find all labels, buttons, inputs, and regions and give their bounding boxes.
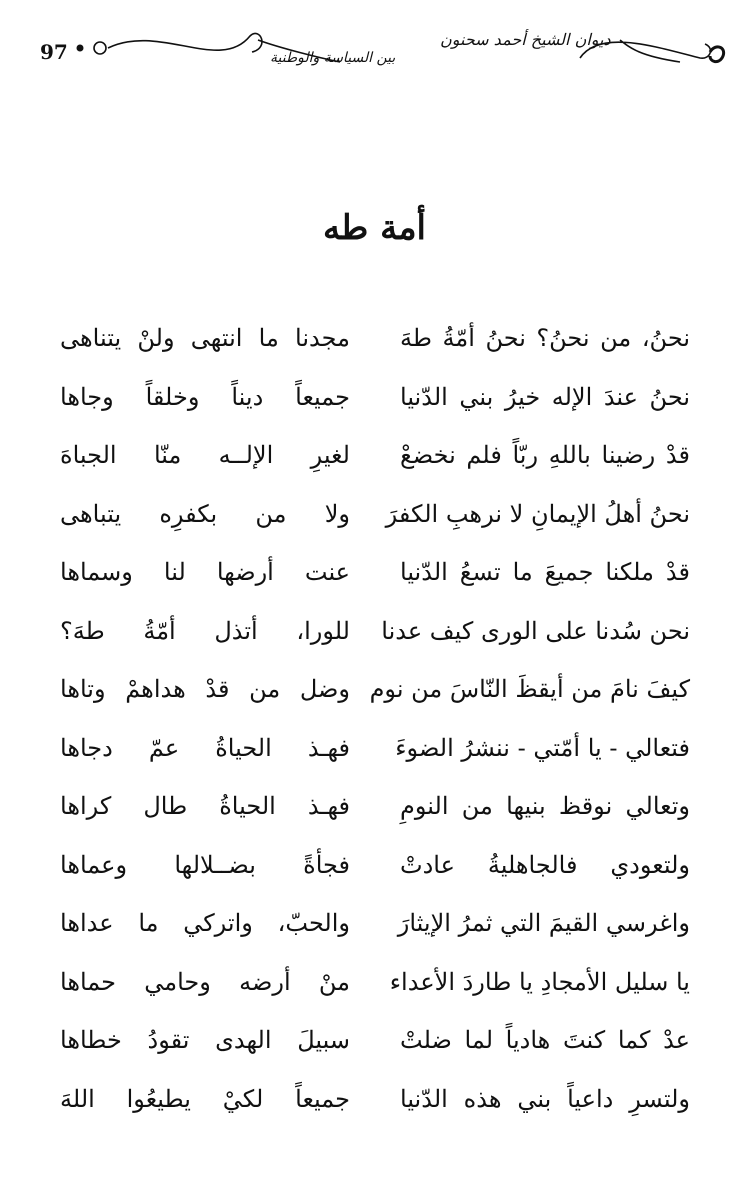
verse-line — [60, 377, 690, 436]
verse-first-hemistich: قدْ رضينا باللهِ ربّاً فلم نخضعْ — [400, 441, 690, 469]
verse-line — [60, 728, 690, 787]
verse-second-hemistich: فجأةً بضــلالها وعماها — [60, 850, 350, 879]
verse-first-hemistich: يا سليل الأمجادِ يا طاردَ الأعداء — [389, 967, 690, 996]
verse-second-hemistich: ولا من بكفرِه يتباهى — [60, 499, 350, 528]
verse-line — [60, 1020, 690, 1079]
section-title: بين السياسة والوطنية — [270, 50, 396, 66]
verse-first-hemistich: عدْ كما كنتَ هادياً لما ضلتْ — [400, 1026, 690, 1054]
verse-second-hemistich: عنت أرضها لنا وسماها — [60, 558, 350, 586]
verse-first-hemistich: وتعالي نوقظ بنيها من النومِ — [400, 792, 690, 820]
verse-line — [60, 494, 690, 553]
poem-title: أمة طه — [322, 208, 426, 248]
verse-second-hemistich: والحبّ، واتركي ما عداها — [60, 909, 350, 937]
book-title: ديوان الشيخ أحمد سحنون — [440, 30, 611, 49]
verse-second-hemistich: فهـذ الحياةُ عمّ دجاها — [60, 733, 350, 762]
verse-first-hemistich: قدْ ملكنا جميعَ ما تسعُ الدّنيا — [400, 558, 690, 586]
verse-second-hemistich: للورا، أتذل أمّةُ طهَ؟ — [60, 616, 350, 645]
verse-second-hemistich: وضل من قدْ هداهمْ وتاها — [60, 675, 350, 703]
verse-line — [60, 903, 690, 962]
verse-second-hemistich: مجدنا ما انتهى ولنْ يتناهى — [60, 324, 350, 352]
verse-line — [60, 435, 690, 494]
verse-line — [60, 611, 690, 670]
verse-line — [60, 318, 690, 377]
verse-first-hemistich: كيفَ نامَ من أيقظَ النّاسَ من نوم — [369, 675, 690, 703]
verse-second-hemistich: جميعاً ديناً وخلقاً وجاها — [60, 382, 350, 411]
verse-first-hemistich: نحنُ، من نحنُ؟ نحنُ أمّةُ طهَ — [400, 324, 690, 352]
verse-second-hemistich: سبيلَ الهدى تقودُ خطاها — [60, 1026, 350, 1054]
verse-first-hemistich: ولتعودي فالجاهليةُ عادتْ — [400, 850, 690, 879]
verse-first-hemistich: نحنُ أهلُ الإيمانِ لا نرهبِ الكفرَ — [385, 499, 690, 528]
verse-second-hemistich: لغيرِ الإلــه منّا الجباهَ — [60, 441, 350, 469]
verse-first-hemistich: فتعالي - يا أمّتي - ننشرُ الضوءَ — [395, 733, 690, 762]
running-header — [20, 18, 730, 78]
header-ornament — [20, 18, 730, 78]
verse-first-hemistich: واغرسي القيمَ التي ثمرُ الإيثارَ — [397, 909, 690, 937]
verse-first-hemistich: نحنُ عندَ الإله خيرُ بني الدّنيا — [400, 382, 690, 411]
verse-line — [60, 962, 690, 1021]
verse-line — [60, 1079, 690, 1138]
verse-second-hemistich: جميعاً لكيْ يطيعُوا اللهَ — [60, 1084, 350, 1113]
verse-line — [60, 669, 690, 728]
verse-second-hemistich: منْ أرضه وحامي حماها — [60, 967, 350, 996]
verse-line — [60, 552, 690, 611]
verse-second-hemistich: فهـذ الحياةُ طال كراها — [60, 792, 350, 820]
verse-first-hemistich: ولتسرِ داعياً بني هذه الدّنيا — [400, 1084, 690, 1113]
verse-line — [60, 845, 690, 904]
page-number: 97 — [40, 40, 68, 64]
poem-verses — [60, 318, 690, 1137]
verse-first-hemistich: نحن سُدنا على الورى كيف عدنا — [381, 616, 690, 645]
verse-line — [60, 786, 690, 845]
